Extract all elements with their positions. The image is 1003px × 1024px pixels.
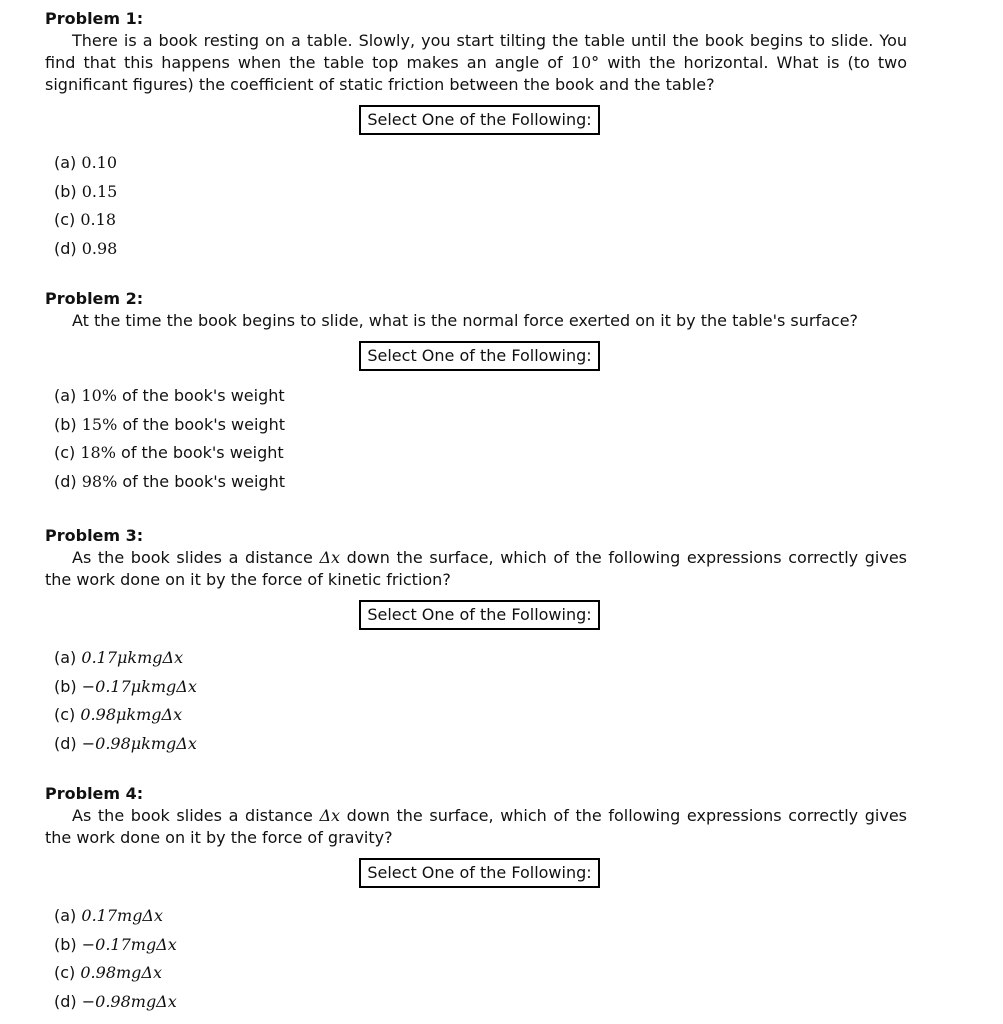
problem-4 (45, 783, 907, 1017)
problem-4-option-d[interactable] (54, 988, 916, 1017)
option-value: 0.98μkmgΔx (80, 705, 183, 725)
option-value: −0.17μkmgΔx (81, 676, 197, 696)
problem-3-select-wrap (45, 600, 907, 630)
problem-1-options (54, 149, 916, 264)
problem-1-option-a[interactable] (54, 149, 916, 178)
problem-3 (45, 525, 907, 759)
problem-4-option-c[interactable] (54, 959, 916, 988)
option-letter: (d) (54, 239, 77, 259)
problem-1-text-before: There is a book resting on a table. Slowly, you start tilting the table until the book begins to slide. You find that this happens when the table top makes an angle of (45, 31, 907, 72)
option-letter: (a) (54, 906, 77, 925)
option-value: −0.17mgΔx (81, 934, 177, 954)
problem-4-option-a[interactable] (54, 902, 916, 931)
problem-3-options (54, 644, 916, 759)
problem-1-option-c[interactable] (54, 206, 916, 235)
problem-4-title: Problem 4: (45, 784, 144, 803)
problem-2-option-c[interactable] (54, 439, 916, 468)
option-value: of the book's weight (115, 443, 284, 463)
problem-3-title: Problem 3: (45, 526, 144, 545)
problem-4-select-wrap (45, 858, 907, 888)
problem-1-select-wrap (45, 105, 907, 135)
option-value: of the book's weight (117, 414, 285, 434)
option-letter: (a) (54, 153, 77, 172)
option-letter: (b) (54, 934, 77, 954)
problem-2-title: Problem 2: (45, 289, 144, 308)
problem-1-text-after: with the horizontal. What is (to two significant figures) the coefficient of static friction between the book and the table? (45, 53, 908, 94)
option-letter: (b) (54, 414, 77, 434)
option-letter: (b) (54, 676, 77, 696)
problem-2-options (54, 382, 916, 497)
problem-3-text (45, 547, 907, 591)
option-percent: 15% (81, 414, 118, 434)
problem-3-delta-x: Δx (319, 548, 341, 567)
problem-2-option-b[interactable] (54, 411, 916, 440)
option-value: 0.98 (81, 239, 118, 259)
problem-1-text (45, 30, 907, 96)
problem-1-angle: 10° (570, 53, 600, 72)
problem-1-title: Problem 1: (45, 9, 144, 28)
problem-3-option-b[interactable] (54, 673, 916, 702)
problem-1 (45, 8, 907, 264)
option-value: −0.98μkmgΔx (81, 734, 197, 754)
problem-4-options (54, 902, 916, 1017)
option-value: of the book's weight (116, 386, 285, 405)
problem-3-option-c[interactable] (54, 701, 916, 730)
problem-2-select-wrap (45, 341, 907, 371)
problem-4-text (45, 805, 907, 849)
problem-4-delta-x: Δx (319, 806, 341, 825)
problem-1-select-button[interactable]: Select One of the Following: (359, 105, 599, 135)
problem-2-option-d[interactable] (54, 468, 916, 497)
option-letter: (a) (54, 648, 77, 667)
problem-3-option-a[interactable] (54, 644, 916, 673)
option-percent: 18% (80, 443, 116, 463)
option-letter: (d) (54, 734, 77, 754)
option-value: 0.98mgΔx (80, 963, 162, 983)
problem-4-select-button[interactable]: Select One of the Following: (359, 858, 599, 888)
option-value: 0.18 (80, 210, 116, 230)
option-value: of the book's weight (117, 472, 285, 492)
problem-2-select-button[interactable]: Select One of the Following: (359, 341, 599, 371)
option-value: 0.10 (81, 153, 118, 172)
problem-3-select-button[interactable]: Select One of the Following: (359, 600, 599, 630)
option-letter: (b) (54, 181, 77, 201)
problem-2-text: At the time the book begins to slide, what is the normal force exerted on it by the table's surface? (72, 311, 859, 330)
option-letter: (c) (54, 210, 76, 230)
problem-3-text-before: As the book slides a distance (72, 548, 320, 567)
option-value: 0.17mgΔx (81, 906, 164, 925)
option-value: −0.98mgΔx (81, 992, 177, 1012)
option-letter: (c) (54, 705, 76, 725)
problem-1-option-d[interactable] (54, 235, 916, 264)
problem-4-option-b[interactable] (54, 931, 916, 960)
option-percent: 98% (81, 472, 118, 492)
option-value: 0.17μkmgΔx (81, 648, 184, 667)
problem-4-text-before: As the book slides a distance (72, 806, 320, 825)
option-letter: (c) (54, 963, 76, 983)
problem-3-option-d[interactable] (54, 730, 916, 759)
option-value: 0.15 (81, 181, 118, 201)
option-letter: (c) (54, 443, 76, 463)
option-letter: (d) (54, 992, 77, 1012)
problem-4-text-after: down the surface, which of the following expressions correctly gives the work done on it by the force of gravity? (45, 806, 908, 847)
option-letter: (d) (54, 472, 77, 492)
problem-2 (45, 288, 907, 497)
problem-1-option-b[interactable] (54, 178, 916, 207)
option-letter: (a) (54, 386, 77, 405)
problem-2-option-a[interactable] (54, 382, 916, 411)
problem-3-text-after: down the surface, which of the following expressions correctly gives the work done on it by the force of kinetic friction? (45, 548, 908, 589)
option-percent: 10% (81, 386, 117, 405)
